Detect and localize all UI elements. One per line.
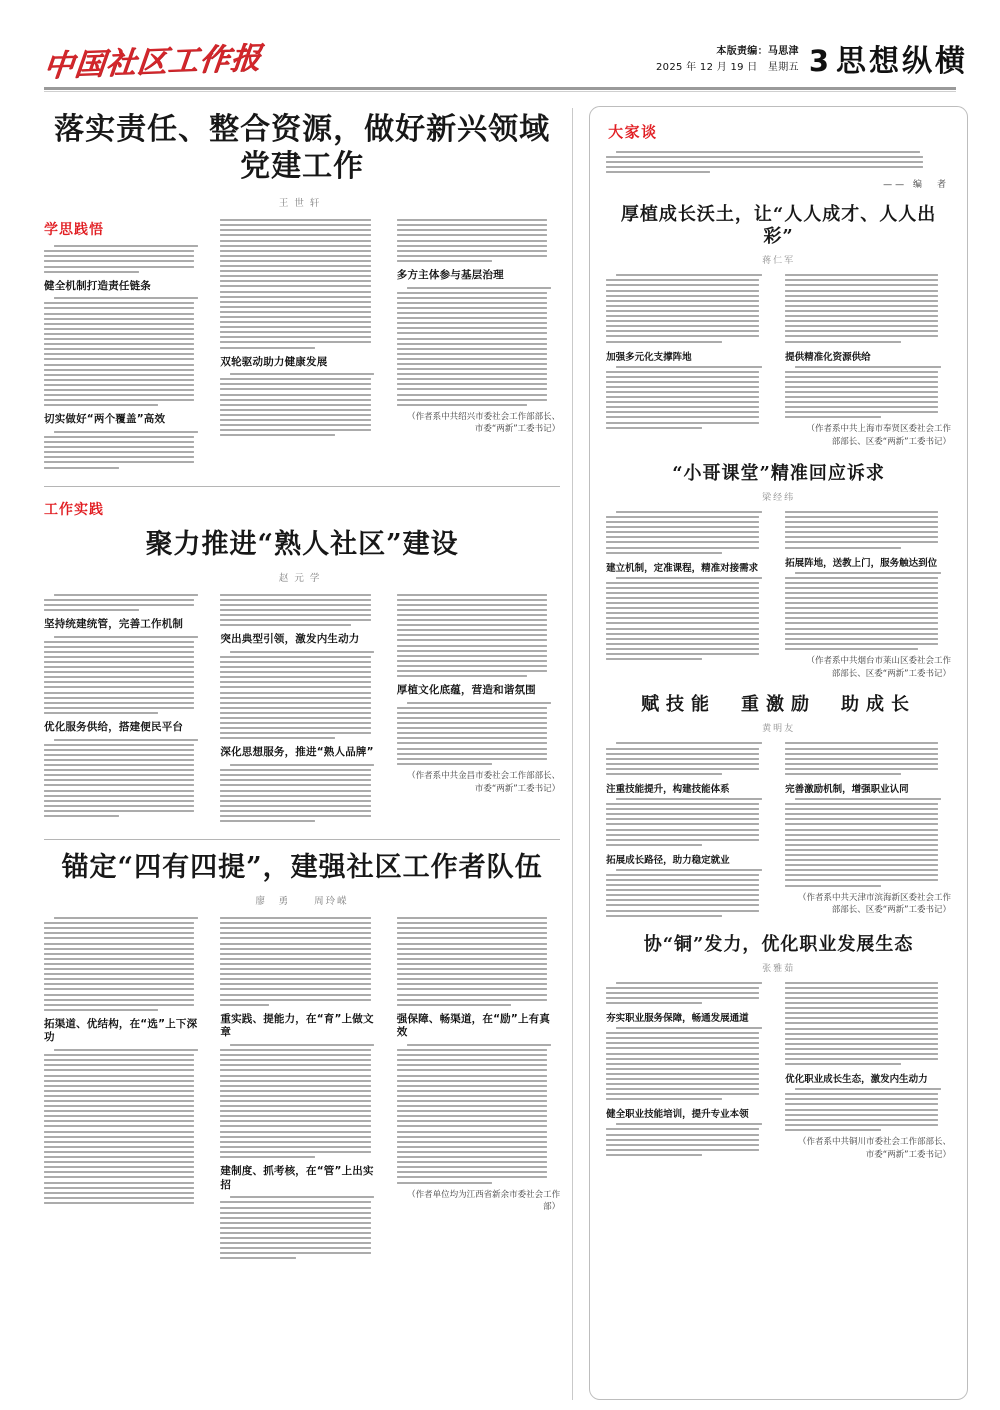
body-text (44, 739, 207, 817)
attribution-line: 市委“两新”工委书记） (474, 424, 561, 435)
body-text (785, 572, 951, 650)
column-2 (785, 511, 951, 681)
article-dangjian (44, 112, 560, 472)
subhead-3: 强保障、畅渠道，在“励”上有真效 (396, 1012, 551, 1039)
article-headline: 锚定“四有四提”，建强社区工作者队伍 (61, 852, 543, 884)
right-region (589, 106, 968, 1400)
article-byline: 蒋仁军 (762, 256, 796, 267)
section-header (808, 44, 968, 79)
article-columns (44, 219, 560, 471)
article-headline: 落实责任、整合资源，做好新兴领域党建工作 (54, 112, 551, 184)
body-text (44, 245, 207, 272)
body-text (785, 366, 951, 419)
subhead-4: 深化思想服务，推进“熟人品牌” (220, 746, 374, 759)
side-article-4 (606, 934, 951, 1162)
body-text (785, 742, 951, 775)
body-text (397, 702, 560, 765)
column-1 (44, 917, 207, 1262)
body-text (606, 511, 772, 554)
article-columns (44, 917, 560, 1262)
column-1 (44, 219, 207, 471)
body-text (785, 511, 951, 549)
column-3 (397, 219, 560, 471)
article-columns (606, 742, 951, 919)
attribution-line: （作者系中共烟台市莱山区委社会工作 (806, 655, 952, 666)
subhead-1: 坚持统建统管，完善工作机制 (44, 617, 184, 630)
body-text (220, 1196, 383, 1259)
subhead-2: 拓展阵地，送教上门，服务触达到位 (785, 557, 938, 569)
column-2 (220, 219, 383, 471)
column-1 (606, 742, 772, 919)
body-text (220, 373, 383, 436)
article-columns (606, 274, 951, 449)
subhead-2: 拓展成长路径，助力稳定就业 (606, 854, 730, 866)
article-byline: 黄明友 (762, 724, 796, 735)
subhead-3: 优化职业成长生态，激发内生动力 (785, 1074, 928, 1086)
body-text (606, 577, 772, 661)
subhead-2: 优化服务供给，搭建便民平台 (44, 720, 184, 733)
body-text (397, 287, 560, 406)
subhead-1: 建立机制，定准课程，精准对接需求 (606, 562, 759, 574)
body-text (44, 1049, 207, 1204)
body-text (785, 1088, 951, 1131)
article-byline (44, 893, 560, 907)
box-kicker: 大家谈 (608, 123, 658, 141)
page-number: 3 (808, 44, 829, 78)
masthead-right (656, 44, 968, 78)
column-2 (785, 982, 951, 1162)
subhead-4: 建制度、抓考核，在“管”上出实招 (220, 1165, 374, 1191)
subhead-3: 突出典型引领，激发内生动力 (220, 633, 360, 646)
article-kicker: 学思践悟 (44, 222, 104, 239)
attribution-line: 市委“两新”工委书记） (865, 1149, 952, 1160)
side-article-1 (606, 204, 951, 449)
column-2 (785, 274, 951, 449)
column-1 (606, 274, 772, 449)
article-shurenshequ (44, 499, 560, 826)
date-line: 2025 年 12 月 19 日 星期五 (656, 61, 799, 73)
article-kicker: 工作实践 (44, 501, 104, 518)
section-title: 思想纵横 (836, 44, 968, 79)
attribution-line: 部部长、区委“两新”工委书记） (831, 668, 952, 679)
article-attribution (785, 1136, 951, 1162)
body-text (44, 594, 207, 611)
body-text (220, 651, 383, 740)
body-text (220, 219, 383, 348)
column-separator (572, 108, 573, 1400)
article-headline: 厚植成长沃土，让“人人成才、人人出彩” (620, 204, 937, 248)
article-columns (606, 511, 951, 681)
left-region (44, 106, 560, 1400)
body-text (44, 636, 207, 714)
subhead-2: 健全职业技能培训，提升专业本领 (606, 1109, 749, 1121)
article-columns (606, 982, 951, 1162)
column-2 (220, 594, 383, 826)
body-text (220, 917, 383, 1006)
article-headline: 聚力推进“熟人社区”建设 (145, 528, 459, 560)
subhead-3: 完善激励机制，增强职业认同 (785, 783, 909, 795)
subhead-3: 多方主体参与基层治理 (396, 268, 504, 281)
article-attribution (785, 655, 951, 681)
newspaper-logo-text: 中国社区工作报 (41, 40, 264, 85)
body-text (606, 742, 772, 775)
body-text (606, 366, 772, 429)
article-columns (44, 594, 560, 826)
body-text (606, 1027, 772, 1100)
body-text (606, 274, 772, 342)
body-text (397, 917, 560, 1006)
article-attribution (785, 423, 951, 449)
column-3 (397, 917, 560, 1262)
attribution-line: 部部长、区委“两新”工委书记） (831, 437, 952, 448)
body-text (44, 917, 207, 1011)
attribution-line: （作者系中共铜川市委社会工作部部长、 (798, 1136, 952, 1147)
side-article-3 (606, 694, 951, 919)
subhead-2: 重实践、提能力，在“育”上做文章 (220, 1012, 374, 1039)
body-text (397, 219, 560, 262)
body-text (606, 982, 772, 1004)
body-text (220, 594, 383, 627)
page-body (0, 92, 1000, 1410)
subhead-2: 切实做好“两个覆盖”高效 (44, 413, 166, 426)
body-text (220, 764, 383, 822)
body-text (220, 1044, 383, 1158)
column-2 (220, 917, 383, 1262)
subhead-1: 加强多元化支撑阵地 (606, 351, 692, 363)
article-sheyoursifou (44, 852, 560, 1262)
article-headline: 协“铜”发力，优化职业发展生态 (643, 933, 914, 955)
attribution-line: （作者系中共金昌市委社会工作部部长、 (407, 770, 561, 781)
byline-author-2: 周玲嵘 (314, 896, 349, 908)
body-text (606, 869, 772, 917)
attribution-line: 市委“两新”工委书记） (474, 783, 561, 794)
attribution-line: （作者系中共天津市滨海新区委社会工作 (798, 892, 952, 903)
masthead-meta (656, 44, 799, 77)
article-headline: “小哥课堂”精准回应诉求 (672, 462, 885, 484)
body-text (606, 798, 772, 846)
subhead-1: 注重技能提升，构建技能体系 (606, 783, 730, 795)
body-text (44, 297, 207, 406)
newspaper-logo[interactable] (41, 40, 264, 85)
byline-author-1: 廖 勇 (255, 896, 291, 908)
subhead-2: 提供精准化资源供给 (785, 351, 871, 363)
subhead-1: 夯实职业服务保障，畅通发展通道 (606, 1013, 749, 1025)
subhead-5: 厚植文化底蕴，营造和谐氛围 (396, 684, 536, 697)
body-text (397, 594, 560, 678)
attribution-line: （作者系中共上海市奉贤区委社会工作 (806, 424, 952, 435)
editor-signature: —— 编 者 (883, 180, 949, 191)
masthead-rule (44, 87, 956, 90)
article-byline: 张雅茹 (762, 963, 796, 974)
column-1 (44, 594, 207, 826)
body-text (606, 1123, 772, 1156)
attribution-line: （作者单位均为江西省新余市委社会工作部） (407, 1189, 561, 1213)
column-2 (785, 742, 951, 919)
article-attribution (397, 1189, 560, 1215)
article-attribution (397, 411, 560, 437)
editor-note (606, 151, 951, 173)
body-text (44, 431, 207, 469)
body-text (785, 798, 951, 887)
editor-line: 本版责编：马思津 (716, 46, 799, 57)
subhead-1: 健全机制打造责任链条 (44, 279, 151, 292)
article-attribution (785, 892, 951, 918)
article-byline: 王世轩 (278, 198, 326, 210)
column-1 (606, 982, 772, 1162)
masthead (0, 0, 1000, 85)
column-1 (606, 511, 772, 681)
section-divider (44, 839, 560, 840)
article-headline: 赋技能 重激励 助成长 (641, 694, 917, 716)
subhead-1: 拓渠道、优结构，在“选”上下深功 (44, 1017, 198, 1044)
column-3 (397, 594, 560, 826)
body-text (397, 1044, 560, 1184)
article-byline: 梁经纬 (762, 492, 796, 503)
attribution-line: （作者系中共绍兴市委社会工作部部长、 (407, 411, 561, 422)
article-byline: 赵元学 (278, 572, 326, 584)
attribution-line: 部部长、区委“两新”工委书记） (831, 905, 952, 916)
dajiatan-box (589, 106, 968, 1400)
body-text (785, 274, 951, 342)
subhead-4: 双轮驱动助力健康发展 (220, 355, 328, 368)
side-article-2 (606, 463, 951, 681)
body-text (785, 982, 951, 1066)
article-attribution (397, 770, 560, 796)
section-divider (44, 486, 560, 487)
